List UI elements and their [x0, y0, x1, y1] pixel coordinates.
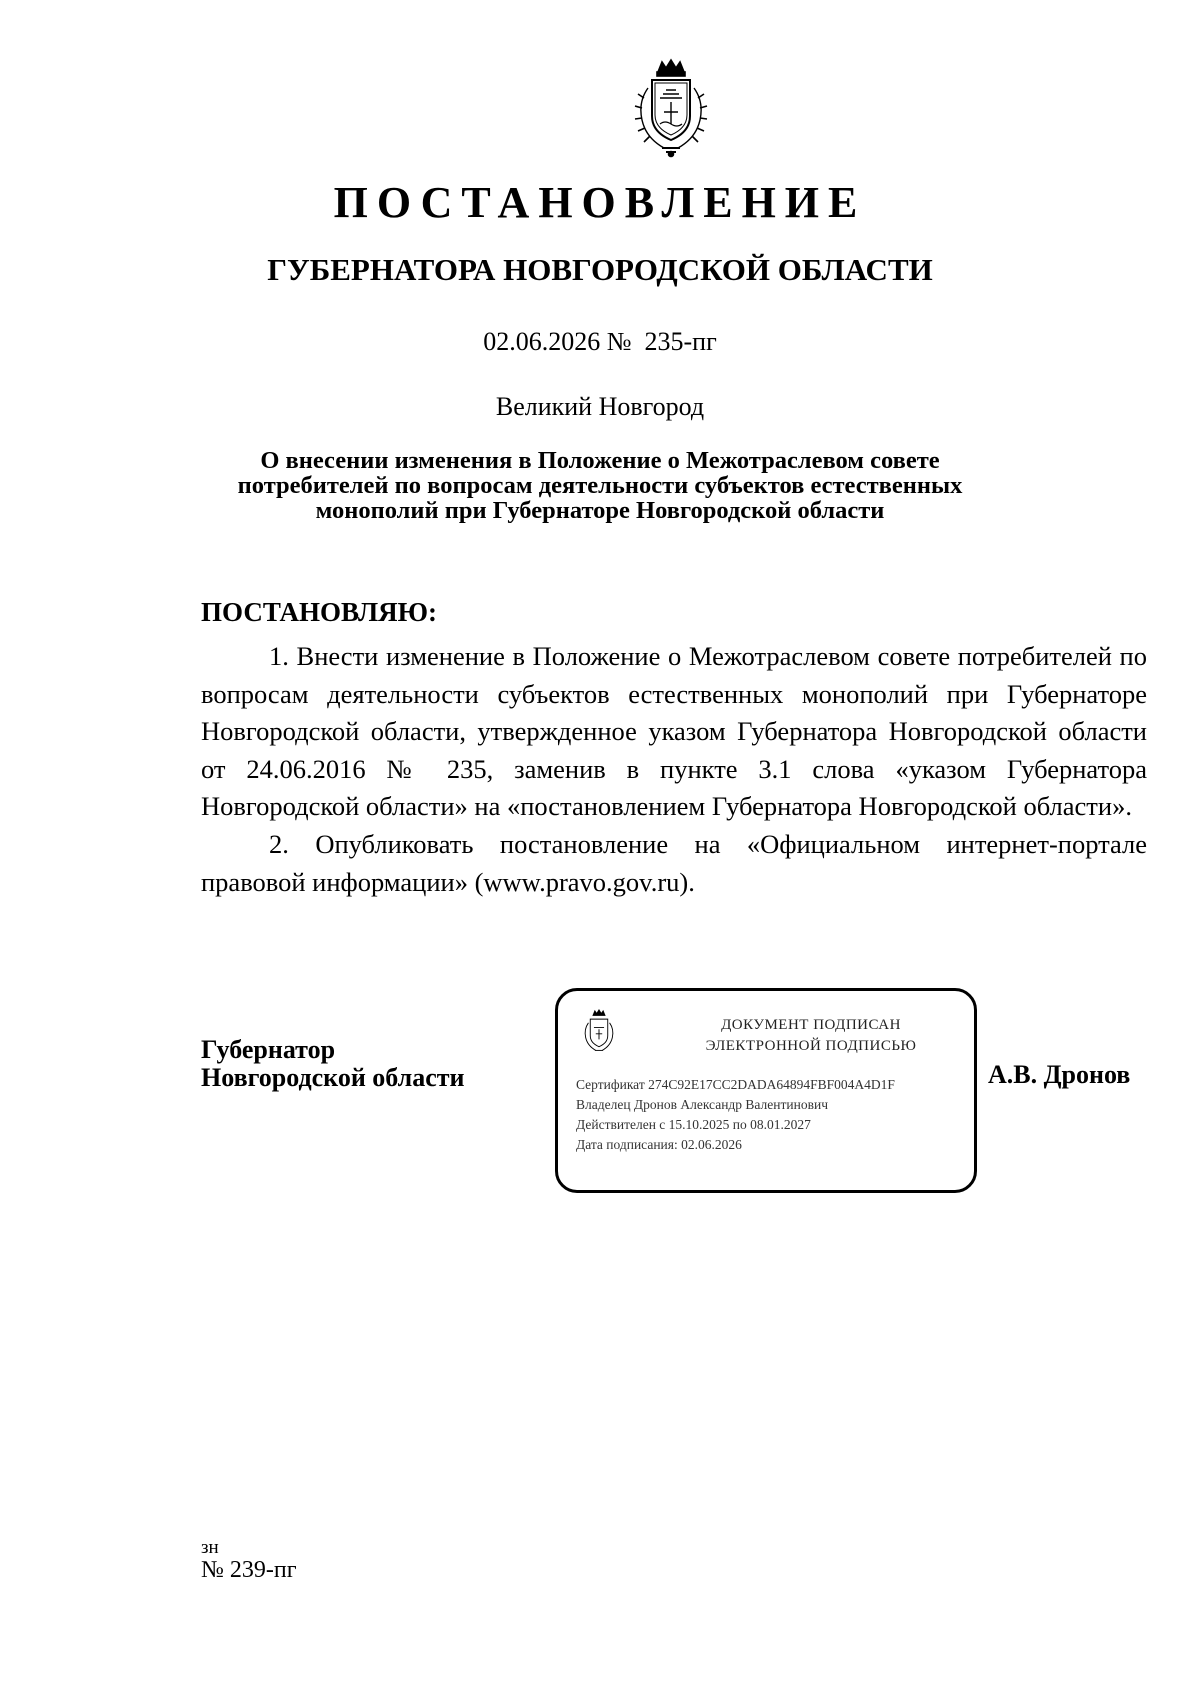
coat-of-arms-icon [580, 1009, 618, 1055]
signer-position-line: Губернатор [201, 1035, 336, 1064]
signer-position-line: Новгородской области [201, 1063, 465, 1092]
subject-line: потребителей по вопросам деятельности субъектов естественных [237, 472, 963, 499]
stamp-header-line: ЭЛЕКТРОННОЙ ПОДПИСЬЮ [705, 1038, 917, 1054]
stamp-details [576, 1075, 895, 1155]
signing-date: Дата подписания: 02.06.2026 [576, 1137, 742, 1152]
footer-registry [201, 1538, 297, 1582]
subject-line: О внесении изменения в Положение о Межотраслевом совете [260, 447, 940, 474]
document-subject-title [220, 448, 980, 523]
city-name: Великий Новгород [495, 392, 705, 421]
signer-name: А.В. Дронов [988, 1060, 1131, 1089]
registry-number: № 239-пг [201, 1557, 297, 1583]
document-body [201, 638, 1147, 901]
certificate-validity: Действителен с 15.10.2025 по 08.01.2027 [576, 1117, 811, 1132]
stamp-header [666, 1015, 956, 1057]
signer-position [201, 1036, 465, 1092]
stamp-header-line: ДОКУМЕНТ ПОДПИСАН [721, 1017, 901, 1033]
coat-of-arms-icon [630, 58, 712, 158]
issuer-title: ГУБЕРНАТОРА НОВГОРОДСКОЙ ОБЛАСТИ [267, 252, 933, 287]
paragraph-1: 1. Внести изменение в Положение о Межотраслевом совете потребителей по вопросам деятельности субъектов естественных монополий при Губернаторе Новгородской области, утвержденное указом Губернатора Новгородской области от 24.06.2016 № 235, заменив в пункте 3.1 слова «указом Губернатора Новгородской области» на «постановлением Губернатора Новгородской области». [201, 641, 1147, 822]
certificate-owner: Владелец Дронов Александр Валентинович [576, 1097, 828, 1112]
document-type-title: ПОСТАНОВЛЕНИЕ [333, 178, 867, 227]
paragraph-2: 2. Опубликовать постановление на «Официальном интернет-портале правовой информации» (www.pravo.gov.ru). [201, 828, 1147, 897]
date-and-number: 02.06.2026 № 235-пг [483, 327, 717, 356]
decree-word: ПОСТАНОВЛЯЮ: [201, 597, 437, 627]
certificate-number: Сертификат 274C92E17CC2DADA64894FBF004A4D1F [576, 1077, 895, 1092]
subject-line: монополий при Губернаторе Новгородской области [315, 497, 885, 524]
electronic-signature-stamp [555, 988, 977, 1193]
executor-initials: зн [201, 1537, 219, 1558]
